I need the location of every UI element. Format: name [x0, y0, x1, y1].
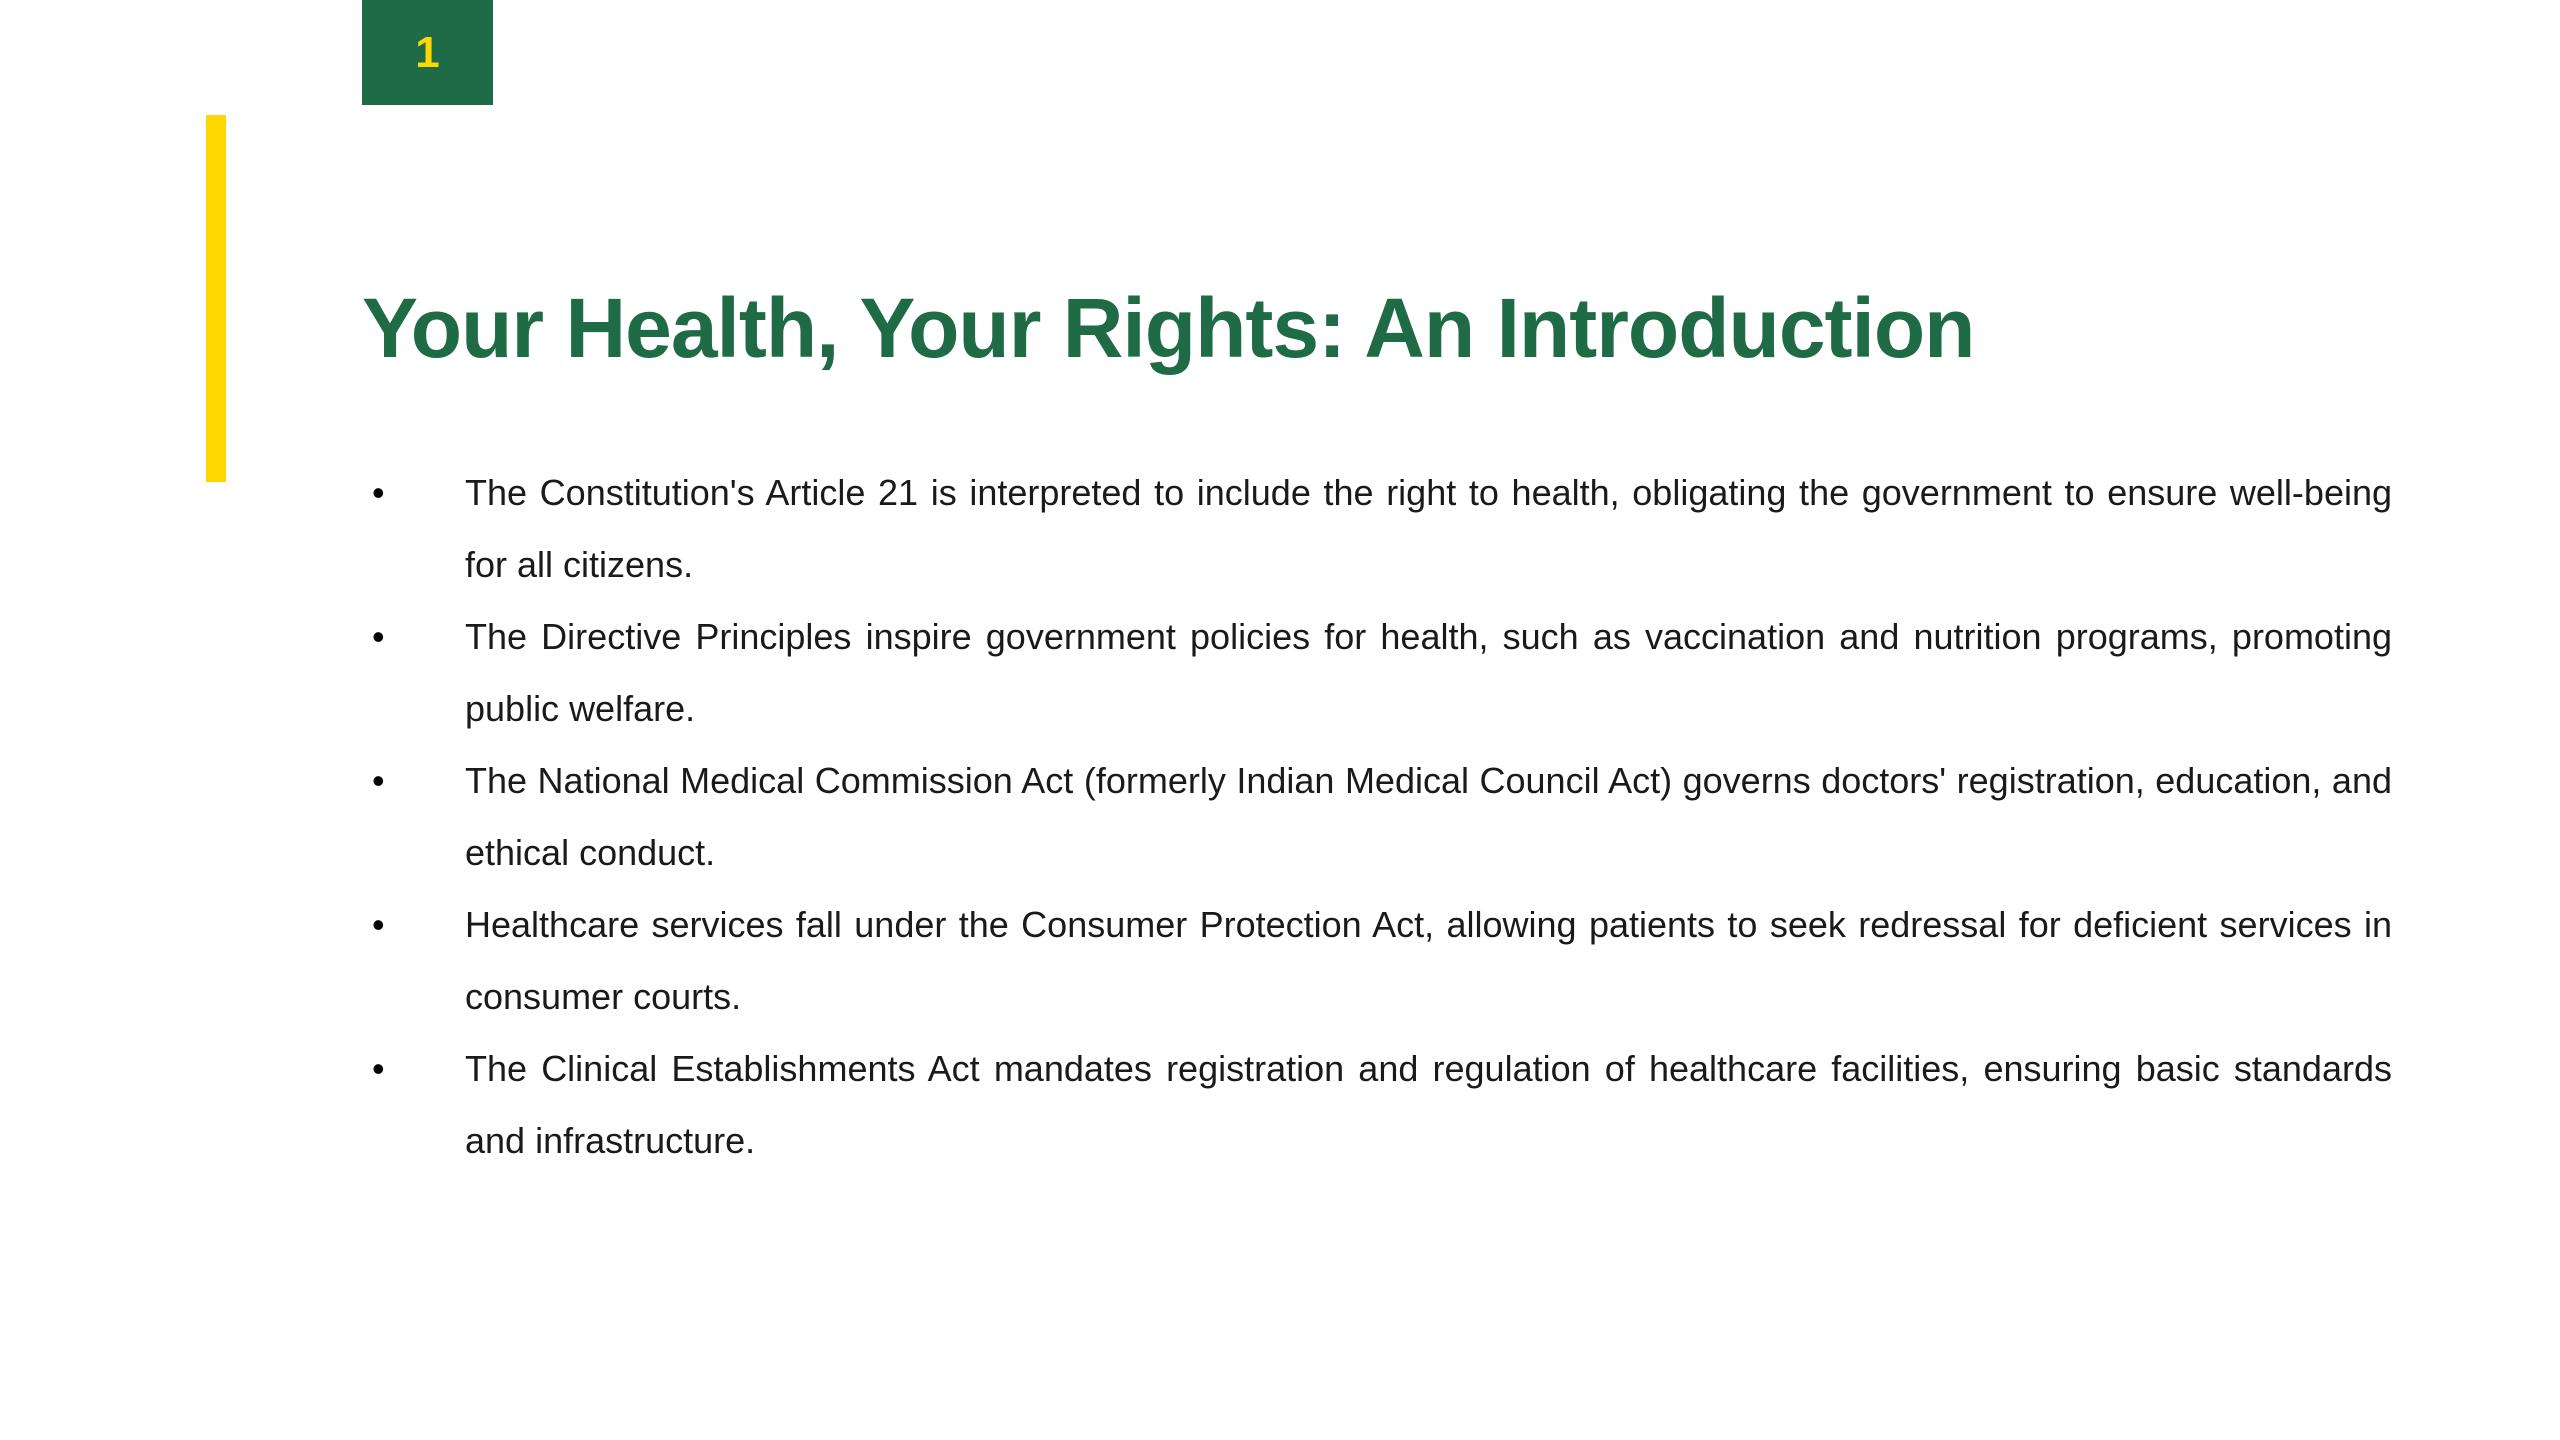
bullet-text: Healthcare services fall under the Consumer Protection Act, allowing patients to seek redressal for deficient services in consumer courts.	[465, 904, 2392, 1017]
bullet-icon: •	[372, 616, 385, 657]
bullet-list	[362, 457, 2392, 1177]
bullet-item	[362, 1033, 2392, 1177]
bullet-icon: •	[372, 472, 385, 513]
accent-bar	[206, 115, 226, 482]
bullet-icon: •	[372, 760, 385, 801]
bullet-text: The National Medical Commission Act (formerly Indian Medical Council Act) governs doctors' registration, education, and ethical conduct.	[465, 760, 2392, 873]
bullet-text: The Constitution's Article 21 is interpreted to include the right to health, obligating the government to ensure well-being for all citizens.	[465, 472, 2392, 585]
bullet-item	[362, 745, 2392, 889]
bullet-item	[362, 601, 2392, 745]
bullet-icon: •	[372, 1048, 385, 1089]
slide-title: Your Health, Your Rights: An Introduction	[362, 281, 1975, 375]
bullet-icon: •	[372, 904, 385, 945]
slide-number-badge	[362, 0, 493, 105]
bullet-text: The Directive Principles inspire government policies for health, such as vaccination and nutrition programs, promoting public welfare.	[465, 616, 2392, 729]
bullet-text: The Clinical Establishments Act mandates registration and regulation of healthcare facilities, ensuring basic standards and infrastructure.	[465, 1048, 2392, 1161]
bullet-item	[362, 889, 2392, 1033]
slide-number: 1	[415, 27, 440, 77]
bullet-item	[362, 457, 2392, 601]
